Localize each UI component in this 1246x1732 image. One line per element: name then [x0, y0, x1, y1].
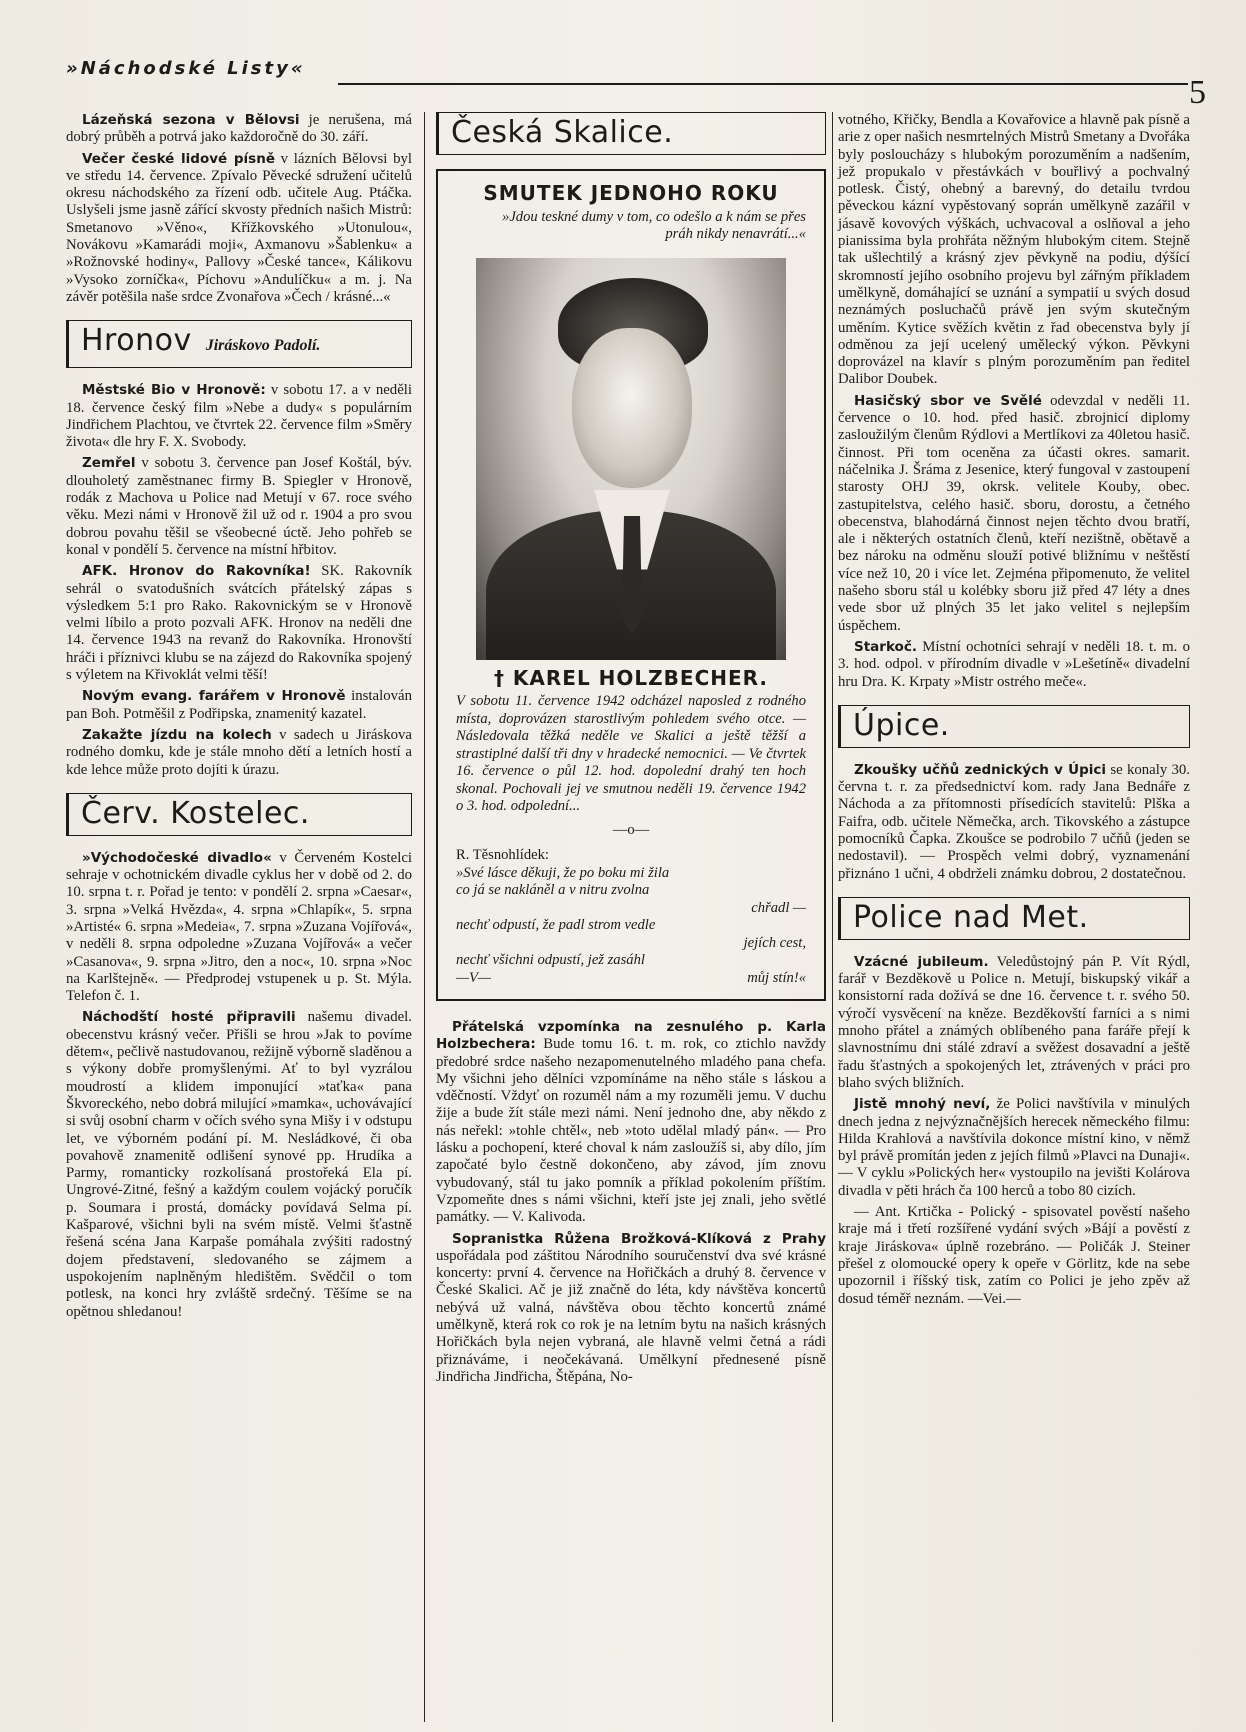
obituary-name: † KAREL HOLZBECHER.	[493, 665, 769, 690]
section-heading-ceska-skalice	[436, 112, 826, 155]
obituary-motto: »Jdou teskné dumy v tom, co odešlo a k nám se přes práh nikdy nenavrátí...«	[502, 208, 806, 242]
article-lead: Hasičský sbor ve Svělé	[854, 392, 1042, 409]
article-paragraph	[838, 762, 1190, 883]
article-paragraph	[838, 954, 1190, 1092]
article-lead: Zkoušky učňů zednických v Úpici	[854, 761, 1107, 778]
article-text: — Ant. Krtička - Polický - spisovatel pověstí našeho kraje má i třetí rozšířené vydání svých »Bájí a pověstí z kraje Jiráskova« úplně rozebráno. — Poličák J. Steiner přešel z olomoucké opery k opeře v Görlitz, kde na sebe upozornil i říšský tisk, zatím co Polici je jeho zpěv až dosud téměř neznám. —Vei.—	[838, 1204, 1190, 1307]
article-text: uspořádala pod záštitou Národního souručenství dva své krásné koncerty: první 4. července na Hořičkách a druhý 8. července v České Skalici. Ač je již značně do léta, kdy návštěva koncertů nebývá už valná, návštěva obou těchto koncertů známé umělkyně, která rok co rok je na letním bytu na našich krásných Hořičkách byla nejen vybraná, ale hlavně velmi četná a rádi přiznáváme, i neočekávaná. Umělkyní přednesené písně Jindřicha Jindřicha, Štěpána, No-	[436, 1247, 826, 1385]
article-text: v sobotu 3. července pan Josef Koštál, býv. dlouholetý zaměstnanec firmy B. Spiegler v Hronově, rodák z Machova u Police nad Metují v 67. roce svého věku. Mezi námi v Hronově žil už od r. 1904 a pro svou dobrou povahu těšil se všeobecné úctě. Jeho pohřeb se konal v pondělí 5. července na místní hřbitov.	[66, 455, 412, 558]
article-paragraph	[838, 393, 1190, 635]
heading-text: Hronov	[81, 323, 192, 359]
poet-name: R. Těsnohlídek:	[456, 847, 549, 863]
poem-line-right: chřadl —	[751, 899, 806, 916]
section-heading-police	[838, 897, 1190, 940]
poem-line	[456, 917, 806, 935]
article-paragraph	[66, 563, 412, 684]
article-paragraph	[66, 455, 412, 559]
article-paragraph	[66, 112, 412, 147]
column-right	[838, 112, 1190, 1312]
section-heading-kostelec	[66, 793, 412, 836]
poem-line	[456, 865, 806, 883]
portrait-photo	[476, 258, 786, 660]
article-text: je nerušena, má dobrý průběh a potrvá jako každoročně do 30. září.	[66, 112, 413, 146]
poem-line	[456, 970, 806, 988]
article-paragraph	[436, 1019, 826, 1227]
article-text: v lázních Bělovsi byl ve středu 14. července. Zpívalo Pěvecké sdružení učitelů okresu náchodského za řízení odb. učitele Aug. Ptáčka. Uslyšeli jsme jasně zářící skvosty předních našich Mistrů: Smetanovo »Věno«, Křížkovského »Utonulou«, Novákovu »Kamarádi moji«, Axmanovu »Šablenku« a »Rožnovské hodiny«, Pallovy »České tance«, Kálikovu »Vysoko zorníčka«, Píchovu »Andulíčku« a m. j. Na závěr potěšila naše srdce Zvonařova »Čech / krásné...«	[66, 150, 412, 305]
article-lead: Starkoč.	[854, 638, 917, 655]
heading-text: Červ. Kostelec.	[81, 795, 310, 831]
divider: —o—	[612, 821, 650, 838]
article-paragraph	[66, 727, 412, 779]
article-lead: Večer české lidové písně	[82, 150, 275, 167]
section-heading-upice	[838, 705, 1190, 748]
obituary-box	[436, 169, 826, 1001]
article-lead: Novým evang. farářem v Hronově	[82, 688, 346, 705]
article-paragraph	[66, 151, 412, 307]
poem-line-left: nechť všichni odpustí, jež zasáhl	[456, 952, 645, 968]
column-middle	[436, 112, 826, 1390]
poem-line-left: »Své lásce děkuji, že po boku mi žila	[456, 864, 670, 881]
article-paragraph	[436, 1231, 826, 1387]
obituary-title: SMUTEK JEDNOHO ROKU	[483, 181, 779, 205]
heading-text: Police nad Met.	[853, 899, 1089, 935]
article-text: SK. Rakovník sehrál o svatodušních svátcích přátelský zápas s výsledkem 5:1 pro Rako. Rakovnickým se v Hronově velmi líbilo a proto pozvali AFK. Hronov na neděli dne 14. července 1943 na revanž do Rakovníka. Hronovští hráči i příznivci klubu se na zájezd do Rakovníka spojený s výletem na Křivoklát velmi těší!	[66, 563, 412, 684]
article-paragraph	[838, 1204, 1190, 1308]
portrait-tie	[622, 516, 642, 636]
poem-line-left: co já se nakláněl a v nitru zvolna	[456, 882, 650, 898]
obituary-body: V sobotu 11. července 1942 odcházel naposled z rodného místa, doprovázen starostlivým pohledem svého otce. — Následovala těžká neděle ve Skalici a ještě těžší a strastiplné další tři dny v hradecké nemocnici. — Ve čtvrtek 16. července o půl 12. hod. dopolední drahý ten hoch skonal. Pochovali jej ve smutnou neděli 19. července 1942 o 3. hod. odpolední...	[456, 693, 806, 814]
column-rule	[424, 112, 425, 1722]
poem-line-right: jejích cest,	[743, 934, 806, 951]
poem	[456, 865, 806, 988]
article-lead: Sopranistka Růžena Brožková-Klíková z Prahy	[452, 1230, 826, 1247]
article-text: odevzdal v neděli 11. července o 10. hod. před hasič. zbrojnicí diplomy zasloužilým členům Rýdlovi a Mertlíkovi za 40letou hasič. činnost. Při tom oceněna za účasti okres. samarit. náčelnika J. Šráma z Jesenice, který fungoval v zastoupení starosty OHJ 39, okrsk. velitele Kouby, obec. zastupitelstva, celého hasič. sboru, dorostu, a četného obecenstva, blahodárná činnost nejen těchto dvou bratří, ale i některých ostatních členů, kteří nezištně, obětavě a bez nároku na odměnu slouží potivé bližnímu v neštěstí více než 10, 20 i více let. Zejména připomenuto, že velitel našeho sboru stál u kolébky sboru již před 47 léty a dnes vede sbor už plných 35 let jako velitel s nejlepším úspěchem.	[838, 392, 1190, 634]
article-lead: Zemřel	[82, 455, 136, 472]
column-rule	[832, 112, 833, 1722]
article-text: instalován pan Boh. Potměšil z Podřipska, znamenitý kazatel.	[66, 688, 412, 722]
continued-article: votného, Křičky, Bendla a Kovařovice a hlavně pak písně a arie z oper našich nesmrtelných Mistrů Smetany a Dvořáka byly posloucházy s hlubokým porozuměním a nadšením, jež propukalo v přestávkách v bouřlivý a pochvalný potlesk. Čistý, ohebný a barevný, do detailu tvrdou pěveckou kázní vypěstovaný soprán umělkyně zazářil v jásavě kovových výškách, uchvacoval a oslňoval a jeho pianissima byla prohřáta něžným hlubokým citem. Stejně tak ušlechtilý a krásný zjev pěvkyně na podiu, dýšící skromností jejího osobního projevu byl zářným příkladem umělkyně, domáhající se uznání a sympatií u svých dosud neznámých posluchačů právě jen svým skutečným uměním. Kytice svěžích květin z řad obecenstva byly jí odměnou za její ucelený umělecký výkon. Pěvkyni doprovázel na klavír s plným porozuměním pan ředitel Dalibor Doubek.	[838, 112, 1190, 388]
article-text: v sadech u Jiráskova rodného domku, kde je stále mnoho dětí a letních hostí a kde lehce může proto dojíti k úrazu.	[66, 726, 412, 778]
poem-line	[456, 900, 806, 918]
article-paragraph	[66, 850, 412, 1006]
poem-line-left: nechť odpustí, že padl strom vedle	[456, 917, 656, 933]
article-lead: Přátelská vzpomínka na zesnulého p. Karla Holzbechera:	[436, 1019, 826, 1053]
article-lead: Městské Bio v Hronově:	[82, 382, 266, 399]
heading-text: Úpice.	[853, 707, 950, 743]
article-paragraph	[838, 1096, 1190, 1200]
article-text: že Polici navštívila v minulých dnech jedna z nejvýznačnějších herecek německého filmu: Hilda Krahlová a navštívila dokonce místní kino, v němž byl právě promítán jeden z jejích filmů »Plavci na Dunaji«. — V cyklu »Polických her« vystoupilo na jevišti Kolárova divadla v pěti hrách ča 100 herců a tobo 80 cizích.	[838, 1096, 1190, 1199]
article-text: Bude tomu 16. t. m. rok, co ztichlo navždy předobré srdce našeho nezapomenutelného mladého pana chefa. My všichni jeho dělníci vzpomínáme na něho stále s láskou a vděčností. Vždyť on rozuměl nám a my rozuměli jemu. V duchu žije a bude žít stále mezi námi. Není jednoho dne, aby někdo z nás neřekl: »tohle chtěl«, neb »toto udělal mladý pán«. — Pro lásku a pochopení, které choval k nám zasloužíš si, aby dílo, jím započaté bylo čestně dokončeno, aby závod, jím znovu vybudovaný, stál tu jako pomník a příklad pokolením příštím. Vzpomeňte dnes s námi všichni, kteří jste jej znali, jeho světlé památky. — V. Kalivoda.	[436, 1036, 826, 1226]
heading-subtitle: Jiráskovo Padolí.	[205, 337, 321, 355]
section-heading-hronov	[66, 320, 412, 368]
article-paragraph	[66, 1009, 412, 1320]
article-lead: »Východočeské divadlo«	[82, 849, 272, 866]
article-text: Místní ochotníci sehrají v neděli 18. t. m. o 3. hod. odpol. v přírodním divadle v »Lešetíně« divadelní hru Dra. K. Krpaty »Mistr ostrého meče«.	[838, 638, 1190, 690]
page-number: 5	[1189, 74, 1206, 111]
poem-line	[456, 882, 806, 900]
article-lead: AFK. Hronov do Rakovníka!	[82, 563, 311, 580]
article-paragraph	[66, 382, 412, 451]
article-lead: Náchodští hosté připravili	[82, 1009, 296, 1026]
running-title: »Náchodské Listy«	[66, 58, 306, 79]
portrait-face	[572, 328, 692, 488]
article-lead: Zakažte jízdu na kolech	[82, 726, 272, 743]
header-rule	[338, 83, 1188, 85]
article-text: našemu divadel. obecenstvu krásný večer. Přišli se hrou »Jak to povíme dětem«, pečlivě nastudovanou, režijně výborně sladěnou a s výkony dobře promyšlenými. Ať to byl vyzrálou moudrostí a klidem imponující »taťka« pana Škvoreckého, nebo dobrá milující »mamka«, uchovávající si svůj osobní charm v očích svého syna Mišy i v odstupu let, ve výborném podání pí. M. Nesládkové, či oba povahově znamenitě odlišení synové pp. Hrudíka a Parmy, romanticky rozkolísaná prostořeká Ela pí. Ungrové-Zitné, fešný a každým coulem vojácký poručík p. Soumara i prostá, domácky povídavá Selma pí. Kašparové, všichni byli na svém místě. Velmi šťastně řešená scéna Jana Karpaše pomáhala zvýšiti radostný dojem představení, sledovaného se zájmem a uspokojením naplněným hledištěm. Svědčil o tom potlesk, na konci hry zvláště srdečný. Těšíme se na opětnou shledanou!	[66, 1009, 412, 1320]
article-paragraph	[838, 639, 1190, 691]
heading-text: Česká Skalice.	[451, 115, 674, 150]
poem-line	[456, 952, 806, 970]
article-text: v sobotu 17. a v neděli 18. července český film »Nebe a dudy« s populárním Jindřichem Plachtou, ve čtvrtek 22. července film »Směry života« dle hry F. X. Svobody.	[66, 382, 412, 451]
article-paragraph	[66, 688, 412, 723]
article-text: se konaly 30. června t. r. za předsednictví kom. rady Jana Bednáře z Náchoda a za přítomnosti přísedících stavitelů: Plška a Faifra, odb. učitele Němečka, arch. Tikovského a zástupce pomocníků Čapka. Zkoušce se podrobilo 7 učňů (jeden se nedostavil). — Prospěch velmi dobrý, vyznamenání přiznáno 1 učni, 4 obdrželi známku dobrou, 2 dostatečnou.	[838, 761, 1190, 882]
article-lead: Vzácné jubileum.	[854, 953, 989, 970]
article-text: v Červeném Kostelci sehraje v ochotnickém divadle cyklus her v době od 2. do 10. srpna t. r. Pořad je tento: v pondělí 2. srpna »Caesar«, 3. srpna »Velká Hvězda«, 4. srpna »Chlapík«, 5. srpna »Artisté« 6. srpna »Medeia«, 7. srpna »Zuzana Vojířová«, v neděli 8. srpna odpoledne »Zuzana Vojířová« a večer »Casanova«, 9. srpna »Jitro, den a noc«, 10. srpna »Noc na Karlštejně«. — Předprodej vstupenek u p. St. Mýla. Telefon č. 1.	[66, 849, 412, 1005]
poem-line-right: můj stín!«	[747, 969, 806, 986]
article-lead: Lázeňská sezona v Bělovsi	[82, 112, 300, 128]
article-lead: Jistě mnohý neví,	[854, 1096, 991, 1113]
poem-line-left: —V—	[456, 969, 491, 986]
column-left	[66, 112, 412, 1325]
article-text: Veledůstojný pán P. Vít Rýdl, farář v Bezděkově u Police n. Metují, biskupský vikář a konsistorní rada dožívá se dne 16. července t. r. svého 50. výročí vysvěcení na kněze. Bezděkovští farníci a s nimi mnoho přátel a známých oblíbeného pana faráře přejí k slavnostnímu dni stálé zdraví a svěžest dosavadní a ještě řadu šťastných a spokojených let, ztrávených v práci pro blaho svých bližních.	[838, 953, 1190, 1091]
poem-line	[456, 935, 806, 953]
